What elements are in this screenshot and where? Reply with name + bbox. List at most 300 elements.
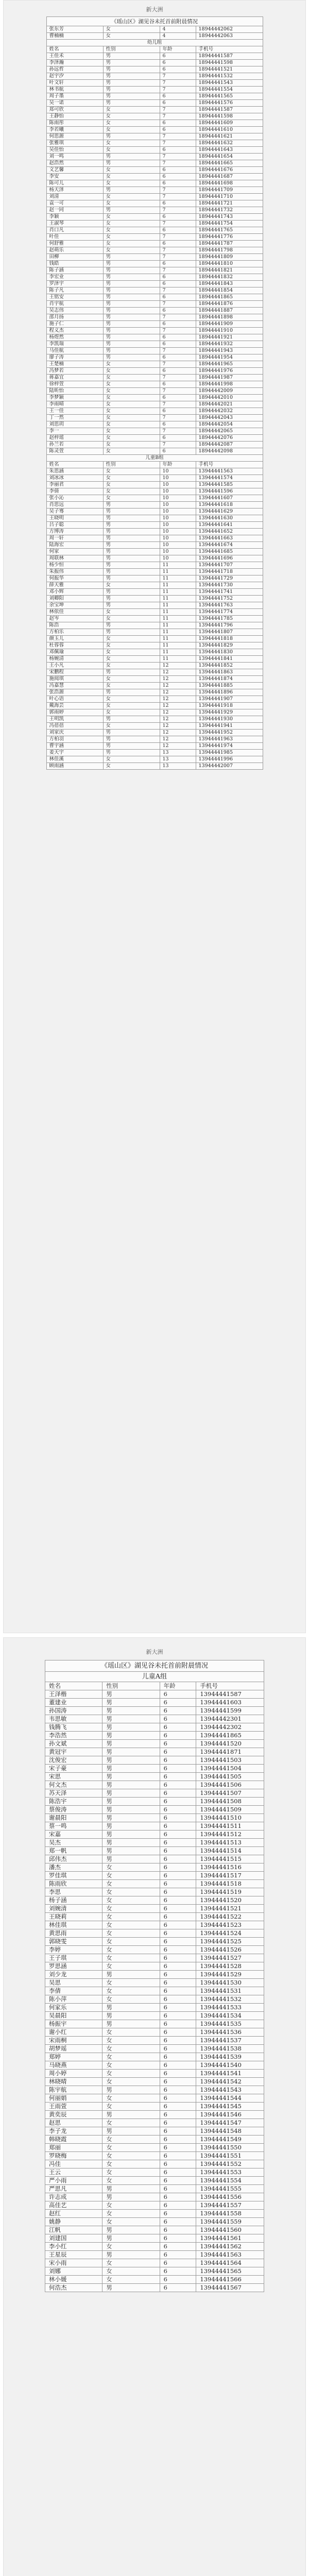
name-cell: 杨子涵 bbox=[45, 1896, 102, 1905]
name-cell: 袁一可 bbox=[46, 200, 103, 207]
age-cell: 6 bbox=[160, 1863, 196, 1872]
gender-cell: 男 bbox=[103, 274, 160, 281]
name-cell: 钱腾飞 bbox=[45, 1723, 102, 1732]
name-cell: 孙兰若 bbox=[46, 442, 103, 448]
gender-cell: 男 bbox=[103, 569, 160, 575]
phone-cell: 18944441910 bbox=[196, 328, 263, 334]
table-row bbox=[45, 1756, 264, 1765]
age-cell: 7 bbox=[160, 328, 196, 334]
age-cell: 11 bbox=[160, 596, 196, 602]
gender-cell: 女 bbox=[103, 649, 160, 656]
table-row bbox=[45, 1954, 264, 1962]
gender-cell: 女 bbox=[103, 113, 160, 120]
gender-cell: 女 bbox=[103, 482, 160, 488]
table-row bbox=[46, 147, 263, 154]
gender-cell: 男 bbox=[102, 2185, 160, 2193]
table-row bbox=[46, 93, 263, 100]
table-row bbox=[46, 274, 263, 281]
gender-cell: 男 bbox=[102, 2020, 160, 2028]
gender-cell: 女 bbox=[102, 1905, 160, 1913]
table-row bbox=[45, 2086, 264, 2094]
phone-cell: 18944441665 bbox=[196, 160, 263, 167]
gender-cell: 女 bbox=[102, 2136, 160, 2144]
table-row bbox=[46, 415, 263, 421]
age-cell: 6 bbox=[160, 1723, 196, 1732]
table-row bbox=[45, 1806, 264, 1814]
name-cell: 陈小萍 bbox=[45, 1995, 102, 2004]
gender-cell: 女 bbox=[103, 375, 160, 381]
gender-cell: 女 bbox=[102, 2210, 160, 2218]
table-row bbox=[46, 435, 263, 442]
name-cell: 李凯瑞 bbox=[46, 341, 103, 348]
table-row bbox=[46, 421, 263, 428]
name-cell: 李思 bbox=[45, 1888, 102, 1896]
gender-cell: 女 bbox=[103, 683, 160, 689]
name-cell: 吴一诺 bbox=[46, 100, 103, 107]
name-cell: 刘家庆 bbox=[46, 730, 103, 736]
age-cell: 6 bbox=[160, 100, 196, 107]
gender-cell: 男 bbox=[103, 100, 160, 107]
age-cell: 12 bbox=[160, 696, 196, 703]
table-row bbox=[46, 401, 263, 408]
phone-cell: 18944442043 bbox=[196, 415, 263, 421]
age-cell: 6 bbox=[160, 421, 196, 428]
table-row bbox=[46, 736, 263, 743]
age-cell: 12 bbox=[160, 730, 196, 736]
gender-cell: 男 bbox=[102, 2012, 160, 2020]
age-cell: 6 bbox=[160, 2259, 196, 2267]
gender-cell: 女 bbox=[103, 582, 160, 589]
age-cell: 6 bbox=[160, 120, 196, 127]
phone-cell: 13944441554 bbox=[196, 2177, 264, 2185]
phone-cell: 18944441876 bbox=[196, 301, 263, 308]
age-cell: 7 bbox=[160, 388, 196, 395]
age-cell: 7 bbox=[160, 160, 196, 167]
age-cell: 12 bbox=[160, 743, 196, 750]
table-row bbox=[46, 341, 263, 348]
name-cell: 黄冠宇 bbox=[45, 1748, 102, 1756]
age-cell: 6 bbox=[160, 1987, 196, 1995]
phone-cell: 13944441544 bbox=[196, 2094, 264, 2103]
name-cell: 蔡俊涛 bbox=[45, 1806, 102, 1814]
age-cell: 6 bbox=[160, 1954, 196, 1962]
age-cell: 6 bbox=[160, 274, 196, 281]
age-cell: 6 bbox=[160, 1971, 196, 1979]
table-row bbox=[46, 60, 263, 66]
name-cell: 王一佳 bbox=[46, 408, 103, 415]
age-cell: 10 bbox=[160, 502, 196, 509]
phone-cell: 13944441807 bbox=[196, 629, 263, 636]
phone-cell: 13944441552 bbox=[196, 2160, 264, 2168]
name-cell: 陈雨彤 bbox=[46, 120, 103, 127]
table-row bbox=[46, 247, 263, 254]
phone-cell: 13944441538 bbox=[196, 2045, 264, 2053]
name-cell: 邓小辉 bbox=[46, 589, 103, 596]
age-cell: 6 bbox=[160, 2094, 196, 2103]
gender-cell: 女 bbox=[103, 636, 160, 642]
table-row bbox=[46, 683, 263, 689]
name-cell: 李倩 bbox=[45, 1987, 102, 1995]
age-cell: 6 bbox=[160, 2004, 196, 2012]
table-row bbox=[45, 1789, 264, 1798]
name-cell: 罗泽宇 bbox=[46, 281, 103, 287]
phone-cell: 13944441517 bbox=[196, 1872, 264, 1880]
gender-cell: 男 bbox=[103, 736, 160, 743]
name-cell: 薛天雅 bbox=[46, 582, 103, 589]
age-cell: 11 bbox=[160, 636, 196, 642]
name-cell: 黄奕辰 bbox=[45, 2111, 102, 2119]
phone-cell: 18944441687 bbox=[196, 174, 263, 180]
table-row bbox=[46, 629, 263, 636]
age-cell: 12 bbox=[160, 683, 196, 689]
age-cell: 12 bbox=[160, 703, 196, 709]
name-cell: 曹楠楠 bbox=[46, 33, 103, 40]
phone-cell: 13944441618 bbox=[196, 502, 263, 509]
name-cell: 方柏羽 bbox=[46, 736, 103, 743]
phone-cell: 13944441829 bbox=[196, 642, 263, 649]
table-row bbox=[45, 2045, 264, 2053]
table-row bbox=[46, 66, 263, 73]
gender-cell: 女 bbox=[103, 495, 160, 502]
phone-cell: 13944441599 bbox=[196, 1707, 264, 1715]
name-cell: 严思凡 bbox=[45, 2185, 102, 2193]
table-row bbox=[46, 254, 263, 261]
phone-cell: 13944441560 bbox=[196, 2226, 264, 2234]
age-cell: 12 bbox=[160, 723, 196, 730]
phone-cell: 13944441551 bbox=[196, 2152, 264, 2160]
age-cell: 7 bbox=[160, 401, 196, 408]
phone-cell: 13944441674 bbox=[196, 542, 263, 549]
table-row bbox=[45, 2276, 264, 2284]
age-cell: 6 bbox=[160, 1839, 196, 1847]
gender-cell: 男 bbox=[103, 549, 160, 555]
phone-cell: 13944441557 bbox=[196, 2201, 264, 2210]
phone-cell: 18944441743 bbox=[196, 214, 263, 221]
gender-cell: 男 bbox=[103, 154, 160, 160]
gender-cell: 女 bbox=[103, 616, 160, 622]
table-row bbox=[46, 582, 263, 589]
phone-cell: 18944441954 bbox=[196, 354, 263, 361]
name-cell: 董建业 bbox=[45, 1699, 102, 1707]
name-cell: 李泽瀚 bbox=[46, 60, 103, 66]
name-cell: 冯嘉慧 bbox=[46, 683, 103, 689]
name-cell: 罗晓梅 bbox=[45, 2152, 102, 2160]
age-cell: 6 bbox=[160, 1765, 196, 1773]
phone-cell: 18944441632 bbox=[196, 140, 263, 147]
phone-cell: 18944441854 bbox=[196, 287, 263, 294]
gender-cell: 女 bbox=[103, 756, 160, 763]
age-cell: 6 bbox=[160, 2020, 196, 2028]
gender-cell: 女 bbox=[102, 1896, 160, 1905]
phone-cell: 13944441539 bbox=[196, 2053, 264, 2061]
gender-cell: 男 bbox=[103, 160, 160, 167]
phone-cell: 13944441685 bbox=[196, 549, 263, 555]
table-row bbox=[46, 743, 263, 750]
table-row bbox=[46, 488, 263, 495]
name-cell: 余宝坤 bbox=[46, 602, 103, 609]
name-cell: 吴子骞 bbox=[46, 509, 103, 515]
name-cell: 潘杰 bbox=[45, 1863, 102, 1872]
phone-cell: 13944441520 bbox=[196, 1740, 264, 1748]
phone-cell: 13944441564 bbox=[196, 2259, 264, 2267]
gender-cell: 男 bbox=[103, 321, 160, 328]
gender-cell: 女 bbox=[103, 395, 160, 401]
phone-cell: 18944441576 bbox=[196, 100, 263, 107]
gender-cell: 男 bbox=[102, 1839, 160, 1847]
phone-cell: 18944442087 bbox=[196, 442, 263, 448]
age-cell: 7 bbox=[160, 428, 196, 435]
age-cell: 6 bbox=[160, 1946, 196, 1954]
phone-cell: 18944442009 bbox=[196, 388, 263, 395]
phone-cell: 13944441918 bbox=[196, 703, 263, 709]
name-cell: 马佳航 bbox=[46, 348, 103, 354]
age-cell: 6 bbox=[160, 1789, 196, 1798]
column-header: 手机号 bbox=[196, 46, 263, 53]
gender-cell: 女 bbox=[103, 401, 160, 408]
age-cell: 6 bbox=[160, 1748, 196, 1756]
table-caption-row bbox=[45, 1660, 264, 1672]
table-caption: 《瑶山区》湖见谷未托首前附晨情况 bbox=[45, 1660, 264, 1672]
age-cell: 6 bbox=[160, 1690, 196, 1699]
phone-cell: 13944441841 bbox=[196, 656, 263, 663]
table-row bbox=[45, 2136, 264, 2144]
table-row bbox=[45, 1748, 264, 1756]
gender-cell: 男 bbox=[102, 1814, 160, 1822]
gender-cell: 女 bbox=[102, 2177, 160, 2185]
age-cell: 10 bbox=[160, 535, 196, 542]
table-row bbox=[45, 1781, 264, 1789]
age-cell: 6 bbox=[160, 1913, 196, 1921]
table-row bbox=[46, 448, 263, 455]
age-cell: 10 bbox=[160, 482, 196, 488]
table-row bbox=[45, 2168, 264, 2177]
name-cell: 文艺馨 bbox=[46, 167, 103, 174]
age-cell: 12 bbox=[160, 736, 196, 743]
phone-cell: 18944441765 bbox=[196, 227, 263, 234]
name-cell: 施阅琪 bbox=[46, 676, 103, 683]
table-row bbox=[46, 241, 263, 247]
gender-cell: 女 bbox=[103, 388, 160, 395]
phone-cell: 13944441796 bbox=[196, 622, 263, 629]
name-cell: 王小凡 bbox=[46, 663, 103, 669]
age-cell: 6 bbox=[160, 2111, 196, 2119]
name-cell: 郑丽 bbox=[45, 2144, 102, 2152]
section-row bbox=[46, 40, 263, 46]
table-row bbox=[45, 1690, 264, 1699]
name-cell: 李丽君 bbox=[46, 482, 103, 488]
table-row bbox=[45, 2226, 264, 2234]
phone-cell: 18944441787 bbox=[196, 241, 263, 247]
age-cell: 6 bbox=[160, 1896, 196, 1905]
name-cell: 林佳琪 bbox=[45, 1921, 102, 1929]
phone-cell: 18944442054 bbox=[196, 421, 263, 428]
table-row bbox=[45, 1962, 264, 1971]
age-cell: 6 bbox=[160, 2168, 196, 2177]
name-cell: 朱思涵 bbox=[46, 468, 103, 475]
table-row bbox=[45, 2012, 264, 2020]
age-cell: 11 bbox=[160, 656, 196, 663]
gender-cell: 女 bbox=[103, 174, 160, 180]
name-cell: 李宏业 bbox=[46, 274, 103, 281]
table-row bbox=[46, 649, 263, 656]
phone-cell: 18944441998 bbox=[196, 381, 263, 388]
phone-cell: 13944441707 bbox=[196, 562, 263, 569]
table-row bbox=[46, 569, 263, 575]
name-cell: 王子琪 bbox=[45, 1954, 102, 1962]
gender-cell: 男 bbox=[102, 1773, 160, 1781]
age-cell: 6 bbox=[160, 2152, 196, 2160]
table-row bbox=[45, 1814, 264, 1822]
name-cell: 刘娜 bbox=[45, 2267, 102, 2276]
gender-cell: 男 bbox=[103, 354, 160, 361]
phone-cell: 13944441563 bbox=[196, 468, 263, 475]
gender-cell: 男 bbox=[103, 515, 160, 522]
gender-cell: 女 bbox=[102, 2119, 160, 2127]
phone-cell: 13944441763 bbox=[196, 602, 263, 609]
table-row bbox=[45, 1822, 264, 1831]
table-row bbox=[46, 234, 263, 241]
phone-cell: 13944441508 bbox=[196, 1798, 264, 1806]
phone-cell: 13944441531 bbox=[196, 1987, 264, 1995]
gender-cell: 女 bbox=[103, 642, 160, 649]
gender-cell: 男 bbox=[102, 1855, 160, 1863]
age-cell: 7 bbox=[160, 73, 196, 80]
table-row bbox=[46, 375, 263, 381]
age-cell: 6 bbox=[160, 1822, 196, 1831]
table-row bbox=[46, 73, 263, 80]
gender-cell: 男 bbox=[103, 314, 160, 321]
gender-cell: 女 bbox=[102, 2053, 160, 2061]
age-cell: 6 bbox=[160, 2061, 196, 2070]
column-header: 性别 bbox=[103, 462, 160, 468]
age-cell: 6 bbox=[160, 1732, 196, 1740]
phone-cell: 18944441832 bbox=[196, 274, 263, 281]
gender-cell: 女 bbox=[103, 435, 160, 442]
age-cell: 6 bbox=[160, 2218, 196, 2226]
gender-cell: 女 bbox=[102, 1880, 160, 1888]
gender-cell: 男 bbox=[103, 529, 160, 535]
table-row bbox=[46, 763, 263, 770]
table-row bbox=[45, 2028, 264, 2037]
table-row bbox=[45, 2160, 264, 2168]
age-cell: 6 bbox=[160, 53, 196, 60]
phone-cell: 13944441652 bbox=[196, 529, 263, 535]
phone-cell: 18944441898 bbox=[196, 314, 263, 321]
table-row bbox=[46, 482, 263, 488]
table-row bbox=[45, 2061, 264, 2070]
name-cell: 曹宇涵 bbox=[46, 743, 103, 750]
age-cell: 11 bbox=[160, 629, 196, 636]
phone-cell: 13944441561 bbox=[196, 2234, 264, 2243]
gender-cell: 女 bbox=[102, 2061, 160, 2070]
table-row bbox=[46, 555, 263, 562]
phone-cell: 13944442007 bbox=[196, 763, 263, 770]
name-cell: 杜蓉蓉 bbox=[46, 642, 103, 649]
name-cell: 周一轩 bbox=[46, 535, 103, 542]
table-row bbox=[46, 294, 263, 301]
gender-cell: 女 bbox=[103, 696, 160, 703]
gender-cell: 女 bbox=[103, 663, 160, 669]
age-cell: 6 bbox=[160, 1855, 196, 1863]
gender-cell: 女 bbox=[103, 475, 160, 482]
name-cell: 李雨晴 bbox=[46, 401, 103, 408]
phone-cell: 13944441985 bbox=[196, 750, 263, 756]
roster-table bbox=[46, 16, 263, 770]
gender-cell: 男 bbox=[102, 1748, 160, 1756]
name-cell: 何舒雅 bbox=[46, 241, 103, 247]
age-cell: 6 bbox=[160, 2243, 196, 2251]
name-cell: 陈子凡 bbox=[46, 287, 103, 294]
gender-cell: 女 bbox=[103, 723, 160, 730]
table-row bbox=[45, 2243, 264, 2251]
table-row bbox=[45, 1872, 264, 1880]
gender-cell: 男 bbox=[103, 509, 160, 515]
table-row bbox=[46, 549, 263, 555]
table-row bbox=[46, 207, 263, 214]
phone-cell: 13944441874 bbox=[196, 676, 263, 683]
name-cell: 宋嘉 bbox=[45, 1831, 102, 1839]
age-cell: 6 bbox=[160, 2210, 196, 2218]
name-cell: 孙远哲 bbox=[46, 66, 103, 73]
table-row bbox=[46, 368, 263, 375]
gender-cell: 女 bbox=[102, 2078, 160, 2086]
table-row bbox=[46, 529, 263, 535]
phone-cell: 18944441587 bbox=[196, 53, 263, 60]
age-cell: 7 bbox=[160, 254, 196, 261]
gender-cell: 男 bbox=[102, 1831, 160, 1839]
phone-cell: 18944441987 bbox=[196, 375, 263, 381]
age-cell: 6 bbox=[160, 174, 196, 180]
table-row bbox=[46, 33, 263, 40]
name-cell: 何家 bbox=[46, 549, 103, 555]
table-row bbox=[45, 1765, 264, 1773]
name-cell: 孙文斌 bbox=[45, 1740, 102, 1748]
name-cell: 陈宇航 bbox=[45, 2086, 102, 2094]
table-row bbox=[46, 113, 263, 120]
age-cell: 6 bbox=[160, 308, 196, 314]
age-cell: 6 bbox=[160, 294, 196, 301]
table-row bbox=[45, 2070, 264, 2078]
phone-cell: 13944441741 bbox=[196, 589, 263, 596]
age-cell: 6 bbox=[160, 2144, 196, 2152]
age-cell: 6 bbox=[160, 2251, 196, 2259]
phone-cell: 18944441887 bbox=[196, 308, 263, 314]
document-panel-2 bbox=[3, 1637, 306, 2576]
age-cell: 6 bbox=[160, 241, 196, 247]
name-cell: 肖思远 bbox=[46, 502, 103, 509]
table-row bbox=[45, 2103, 264, 2111]
gender-cell: 女 bbox=[103, 763, 160, 770]
section-label: 儿童B组 bbox=[46, 455, 263, 462]
gender-cell: 男 bbox=[103, 716, 160, 723]
phone-cell: 13944441510 bbox=[196, 1814, 264, 1822]
age-cell: 6 bbox=[160, 368, 196, 375]
age-cell: 10 bbox=[160, 495, 196, 502]
gender-cell: 女 bbox=[102, 2037, 160, 2045]
gender-cell: 女 bbox=[103, 127, 160, 133]
table-row bbox=[46, 26, 263, 33]
gender-cell: 男 bbox=[103, 254, 160, 261]
table-row bbox=[46, 200, 263, 207]
gender-cell: 男 bbox=[103, 207, 160, 214]
age-cell: 6 bbox=[160, 93, 196, 100]
name-cell: 李倩 bbox=[46, 488, 103, 495]
name-cell: 李婷 bbox=[45, 1946, 102, 1954]
age-cell: 7 bbox=[160, 133, 196, 140]
phone-cell: 13944442302 bbox=[196, 1723, 264, 1732]
header-row bbox=[46, 462, 263, 468]
age-cell: 6 bbox=[160, 227, 196, 234]
